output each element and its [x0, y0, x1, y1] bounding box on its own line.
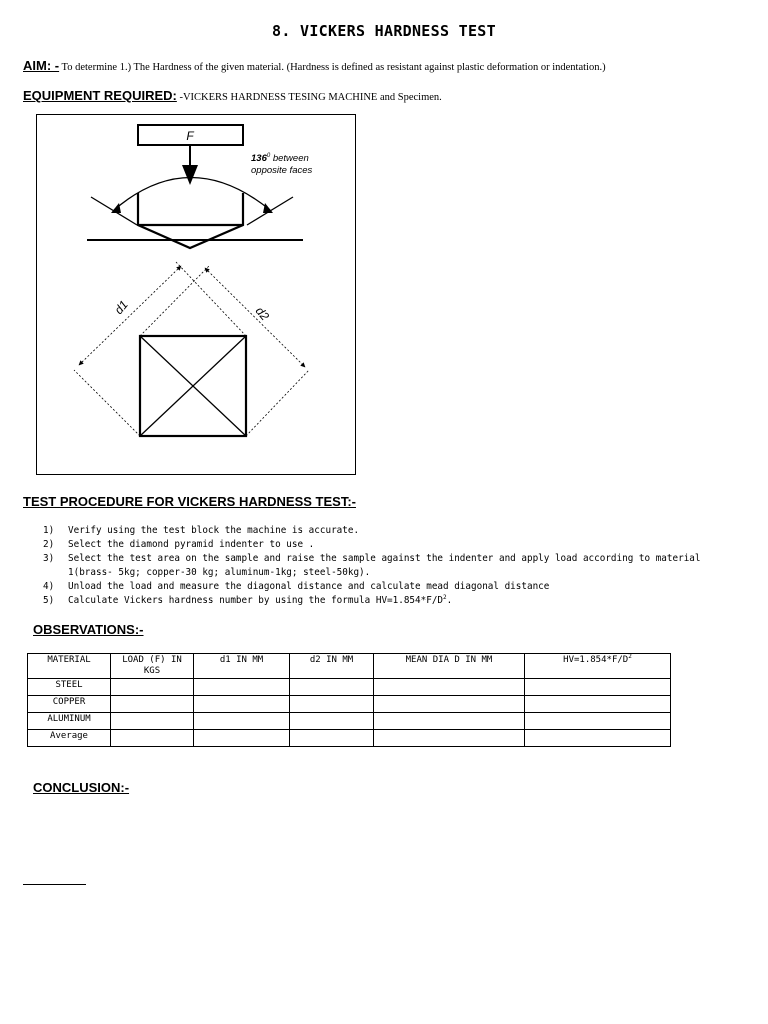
step-text: Verify using the test block the machine is accurate. [68, 525, 360, 536]
step-end: . [446, 595, 453, 606]
table-row [28, 730, 671, 747]
vickers-diagram [36, 114, 356, 475]
table-row [28, 679, 671, 696]
empty-cell[interactable] [194, 713, 290, 730]
d1-extension-top [176, 262, 246, 336]
header-text: MATERIAL [47, 655, 91, 665]
procedure-heading: TEST PROCEDURE FOR VICKERS HARDNESS TEST:- [23, 494, 356, 509]
table-header-cell [374, 654, 525, 679]
procedure-steps [43, 524, 743, 608]
procedure-step [43, 552, 743, 580]
header-text: LOAD (F) IN KGS [122, 655, 182, 676]
material-cell: ALUMINUM [28, 713, 111, 730]
empty-cell[interactable] [525, 730, 671, 747]
d2-label: d2 [252, 303, 273, 324]
aim-text: To determine 1.) The Hardness of the given material. (Hardness is defined as resistant against plastic deformation or indentation.) [59, 62, 606, 73]
observations-table [27, 653, 671, 747]
empty-cell[interactable] [525, 696, 671, 713]
signature-line [23, 884, 86, 885]
aim-label: AIM: - [23, 58, 60, 73]
d1-extension-bottom [74, 370, 140, 436]
procedure-step [43, 580, 743, 594]
step-number: 2) [43, 539, 55, 550]
d2-extension-top [140, 266, 209, 336]
empty-cell[interactable] [374, 679, 525, 696]
d1-label: d1 [111, 297, 131, 317]
empty-cell[interactable] [111, 696, 194, 713]
empty-cell[interactable] [374, 696, 525, 713]
header-text: d1 IN MM [219, 655, 264, 665]
empty-cell[interactable] [194, 696, 290, 713]
aim-line [23, 58, 606, 73]
angle-extension-right [247, 197, 293, 225]
equipment-line [23, 88, 442, 103]
table-header-cell [111, 654, 194, 679]
d1-dimension-line [79, 266, 181, 365]
step-text: Select the diamond pyramid indenter to use . [68, 539, 315, 550]
procedure-step [43, 594, 743, 608]
step-number: 1) [43, 525, 55, 536]
empty-cell[interactable] [290, 696, 374, 713]
table-row [28, 696, 671, 713]
procedure-step [43, 524, 743, 538]
table-row [28, 713, 671, 730]
empty-cell[interactable] [290, 679, 374, 696]
header-superscript: 2 [628, 653, 632, 660]
empty-cell[interactable] [111, 679, 194, 696]
page-title: 8. VICKERS HARDNESS TEST [272, 22, 496, 40]
empty-cell[interactable] [374, 730, 525, 747]
header-text: HV=1.854*F/D [563, 655, 629, 665]
material-cell: Average [28, 730, 111, 747]
empty-cell[interactable] [525, 679, 671, 696]
force-arrow-head [182, 165, 198, 185]
step-text: Select the test area on the sample and raise the sample against the indenter and apply load according to material 1(brass- 5kg; copper-30 kg; aluminum-1kg; steel-50kg). [68, 553, 701, 578]
table-header-cell [194, 654, 290, 679]
step-number: 5) [43, 595, 55, 606]
d2-dimension-line [205, 268, 305, 367]
angle-extension-left [91, 197, 137, 225]
step-text: Unload the load and measure the diagonal distance and calculate mead diagonal distance [68, 581, 550, 592]
empty-cell[interactable] [374, 713, 525, 730]
angle-label-line2: opposite faces [251, 165, 313, 176]
procedure-step [43, 538, 743, 552]
step-text: Calculate Vickers hardness number by using the formula HV=1.854*F/D [68, 595, 444, 606]
step-number: 3) [43, 553, 55, 564]
observations-heading: OBSERVATIONS:- [33, 622, 144, 637]
vickers-diagram-svg [37, 115, 355, 474]
header-text: MEAN DIA D IN MM [405, 655, 493, 665]
table-header-cell [290, 654, 374, 679]
conclusion-heading: CONCLUSION:- [33, 780, 130, 795]
d2-extension-bottom [246, 370, 309, 436]
equipment-label: EQUIPMENT REQUIRED: [23, 88, 177, 103]
equipment-text: -VICKERS HARDNESS TESING MACHINE and Specimen. [176, 92, 442, 103]
empty-cell[interactable] [111, 730, 194, 747]
table-header-cell [28, 654, 111, 679]
empty-cell[interactable] [525, 713, 671, 730]
material-cell: STEEL [28, 679, 111, 696]
header-text: d2 IN MM [309, 655, 354, 665]
force-label: F [186, 129, 194, 143]
material-cell: COPPER [28, 696, 111, 713]
empty-cell[interactable] [290, 713, 374, 730]
table-header-row [28, 654, 671, 679]
step-superscript: 2 [443, 593, 447, 601]
empty-cell[interactable] [290, 730, 374, 747]
empty-cell[interactable] [111, 713, 194, 730]
table-header-cell [525, 654, 671, 679]
empty-cell[interactable] [194, 679, 290, 696]
step-number: 4) [43, 581, 55, 592]
empty-cell[interactable] [194, 730, 290, 747]
angle-label-line1: $136^0$ between [251, 153, 309, 164]
